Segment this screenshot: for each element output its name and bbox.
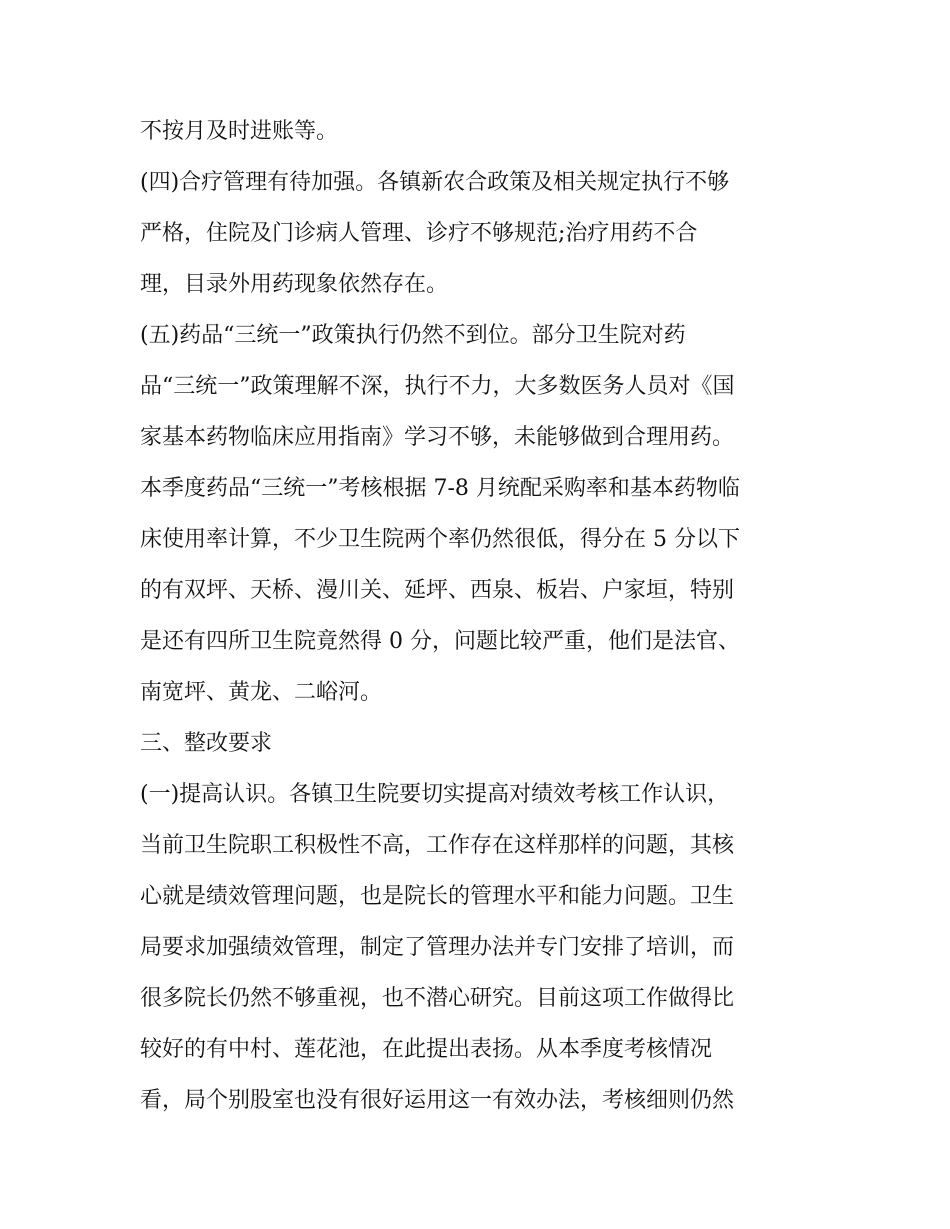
text-line: (五)药品“三统一”政策执行仍然不到位。部分卫生院对药	[140, 323, 686, 348]
text-line: 局要求加强绩效管理，制定了管理办法并专门安排了培训，而	[140, 935, 735, 960]
text-line: 看，局个别股室也没有很好运用这一有效办法，考核细则仍然	[140, 1088, 735, 1113]
text-line: 本季度药品“三统一”考核根据 7-8 月统配采购率和基本药物临	[140, 476, 740, 501]
text-line: 严格，住院及门诊病人管理、诊疗不够规范;治疗用药不合	[140, 221, 698, 246]
text-line: 南宽坪、黄龙、二峪河。	[140, 680, 383, 705]
text-line: 理，目录外用药现象依然存在。	[140, 272, 449, 297]
text-line: 家基本药物临床应用指南》学习不够，未能够做到合理用药。	[140, 425, 735, 450]
text-line: 当前卫生院职工积极性不高，工作存在这样那样的问题，其核	[140, 833, 735, 858]
text-line: 心就是绩效管理问题，也是院长的管理水平和能力问题。卫生	[140, 884, 735, 909]
text-line: 不按月及时进账等。	[140, 119, 339, 144]
text-line: 较好的有中村、莲花池，在此提出表扬。从本季度考核情况	[140, 1037, 713, 1062]
text-line: (一)提高认识。各镇卫生院要切实提高对绩效考核工作认识，	[140, 782, 730, 807]
document-body	[140, 106, 820, 1126]
text-line: 品“三统一”政策理解不深，执行不力，大多数医务人员对《国	[140, 374, 735, 399]
text-line: 很多院长仍然不够重视，也不潜心研究。目前这项工作做得比	[140, 986, 735, 1011]
text-line: 是还有四所卫生院竟然得 0 分，问题比较严重，他们是法官、	[140, 629, 740, 654]
text-line: 的有双坪、天桥、漫川关、延坪、西泉、板岩、户家垣，特别	[140, 578, 735, 603]
section-heading: 三、整改要求	[140, 731, 273, 756]
text-line: (四)合疗管理有待加强。各镇新农合政策及相关规定执行不够	[140, 170, 730, 195]
text-line: 床使用率计算，不少卫生院两个率仍然很低，得分在 5 分以下	[140, 527, 740, 552]
